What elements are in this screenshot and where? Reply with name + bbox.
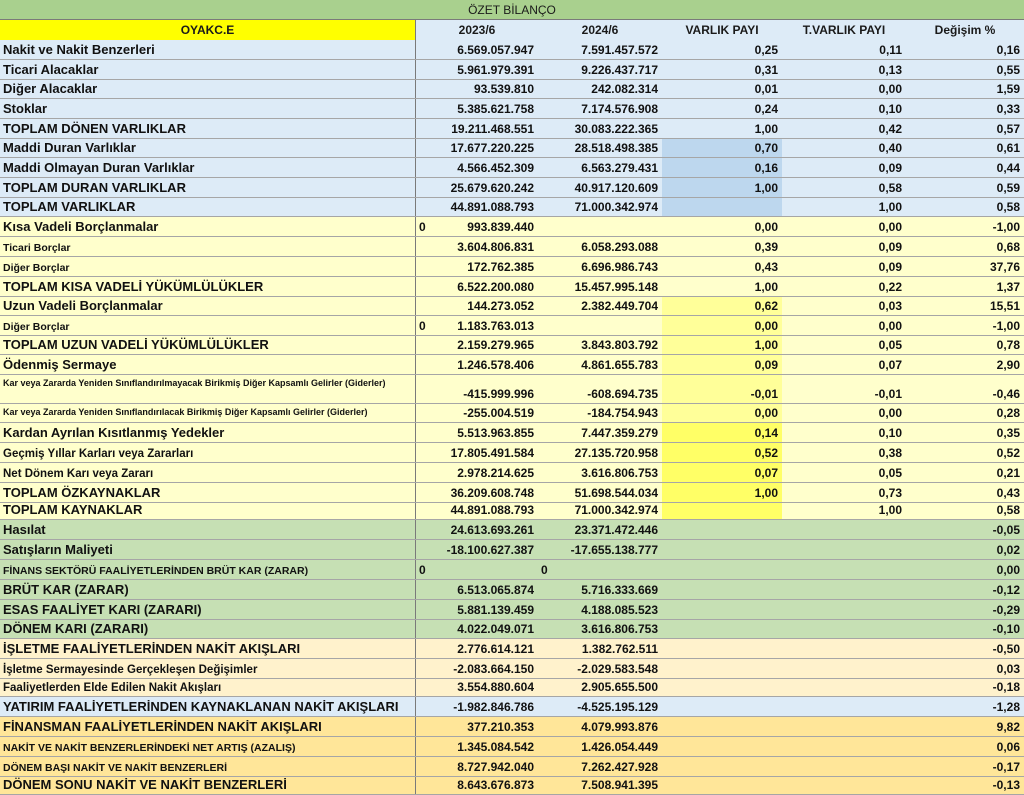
col-2023-header: 2023/6: [416, 20, 538, 40]
value-2023: 44.891.088.793: [450, 200, 534, 214]
table-row: [0, 757, 1024, 777]
value-2024: -4.525.195.129: [577, 700, 658, 714]
varlik-payi-value: 0,16: [662, 158, 782, 177]
table-row: [0, 679, 1024, 697]
table-row: [0, 540, 1024, 560]
varlik-payi-value: [662, 520, 782, 539]
varlik-payi-value: 0,07: [662, 463, 782, 482]
degisim-value: 2,90: [996, 358, 1020, 372]
row-label: Net Dönem Karı veya Zararı: [0, 463, 416, 482]
value-2024: 9.226.437.717: [581, 63, 658, 77]
tvarlik-payi-value: 0,09: [878, 240, 902, 254]
value-2024: 5.716.333.669: [581, 583, 658, 597]
tvarlik-payi-value: 0,42: [878, 122, 902, 136]
tvarlik-payi-value: 1,00: [878, 503, 902, 517]
value-2024: 4.861.655.783: [581, 358, 658, 372]
value-2023: 993.839.440: [467, 220, 534, 234]
value-2024: 7.508.941.395: [581, 778, 658, 792]
value-2023-zero: 0: [419, 220, 426, 234]
varlik-payi-value: [662, 560, 782, 579]
tvarlik-payi-value: 0,10: [878, 426, 902, 440]
varlik-payi-value: [662, 737, 782, 756]
value-2024: [538, 217, 662, 236]
col-2024-header: 2024/6: [538, 20, 662, 40]
row-label: Nakit ve Nakit Benzerleri: [0, 40, 416, 59]
value-2023: 25.679.620.242: [450, 181, 534, 195]
value-2023-zero: 0: [419, 319, 426, 333]
value-2023: 24.613.693.261: [450, 523, 534, 537]
value-2023: 144.273.052: [467, 299, 534, 313]
degisim-value: 0,68: [996, 240, 1020, 254]
value-2023: 4.566.452.309: [457, 161, 534, 175]
table-row: [0, 697, 1024, 717]
row-label: TOPLAM DURAN VARLIKLAR: [0, 178, 416, 197]
value-2023: 2.978.214.625: [457, 466, 534, 480]
value-2023: 2.159.279.965: [457, 338, 534, 352]
varlik-payi-value: 0,09: [662, 355, 782, 374]
row-label: Kar veya Zararda Yeniden Sınıflandırılacak Birikmiş Diğer Kapsamlı Gelirler (Giderler): [0, 404, 416, 422]
varlik-payi-value: 0,00: [662, 404, 782, 422]
value-2024: 4.188.085.523: [581, 603, 658, 617]
row-label: DÖNEM KARI (ZARARI): [0, 620, 416, 638]
value-2023: 172.762.385: [467, 260, 534, 274]
tvarlik-payi-value: [782, 697, 906, 716]
row-label: Stoklar: [0, 99, 416, 118]
tvarlik-payi-value: 0,73: [878, 486, 902, 500]
col-varlik-payi-header: VARLIK PAYI: [662, 20, 782, 40]
tvarlik-payi-value: [782, 717, 906, 736]
table-row: [0, 119, 1024, 139]
degisim-value: -1,00: [992, 319, 1020, 333]
value-2023: 5.513.963.855: [457, 426, 534, 440]
value-2023: 5.385.621.758: [457, 102, 534, 116]
value-2023: 1.183.763.013: [457, 319, 534, 333]
degisim-value: -0,10: [992, 622, 1020, 636]
degisim-value: 0,33: [996, 102, 1020, 116]
tvarlik-payi-value: [782, 757, 906, 776]
table-row: [0, 217, 1024, 237]
value-2023: 5.961.979.391: [457, 63, 534, 77]
row-label: Geçmiş Yıllar Karları veya Zararları: [0, 443, 416, 462]
tvarlik-payi-value: [782, 620, 906, 638]
varlik-payi-value: 1,00: [662, 483, 782, 502]
degisim-value: 0,44: [996, 161, 1020, 175]
row-label: Hasılat: [0, 520, 416, 539]
value-2024: 1.382.762.511: [581, 642, 658, 656]
degisim-value: 1,37: [996, 280, 1020, 294]
row-label: TOPLAM ÖZKAYNAKLAR: [0, 483, 416, 502]
degisim-value: 0,03: [996, 662, 1020, 676]
value-2023-zero: 0: [419, 563, 426, 577]
table-row: [0, 423, 1024, 443]
value-2024: 15.457.995.148: [574, 280, 658, 294]
value-2024: -2.029.583.548: [577, 662, 658, 676]
varlik-payi-value: [662, 639, 782, 658]
header-row: [0, 20, 1024, 40]
value-2023: -415.999.996: [463, 387, 534, 401]
varlik-payi-value: 0,39: [754, 240, 778, 254]
tvarlik-payi-value: [782, 580, 906, 599]
row-label: Maddi Olmayan Duran Varlıklar: [0, 158, 416, 177]
tvarlik-payi-value: 0,40: [878, 141, 902, 155]
table-row: [0, 297, 1024, 316]
tvarlik-payi-value: 0,00: [878, 319, 902, 333]
value-2024: 23.371.472.446: [574, 523, 658, 537]
degisim-value: -0,13: [992, 778, 1020, 792]
value-2024: 7.174.576.908: [581, 102, 658, 116]
varlik-payi-value: 0,14: [662, 423, 782, 442]
varlik-payi-value: 0,24: [754, 102, 778, 116]
row-label: Kar veya Zararda Yeniden Sınıflandırılmayacak Birikmiş Diğer Kapsamlı Gelirler (Giderler): [0, 375, 416, 403]
degisim-value: 0,55: [996, 63, 1020, 77]
value-2023: 36.209.608.748: [450, 486, 534, 500]
varlik-payi-value: [662, 679, 782, 696]
tvarlik-payi-value: 0,03: [878, 299, 902, 313]
table-row: [0, 659, 1024, 679]
tvarlik-payi-value: 0,09: [878, 260, 902, 274]
value-2024: -184.754.943: [587, 406, 658, 420]
value-2024: 3.616.806.753: [581, 622, 658, 636]
varlik-payi-value: [662, 757, 782, 776]
value-2024: 7.591.457.572: [581, 43, 658, 57]
value-2024-zero: 0: [541, 563, 548, 577]
row-label: TOPLAM UZUN VADELİ YÜKÜMLÜLÜKLER: [0, 336, 416, 354]
degisim-value: -1,00: [992, 220, 1020, 234]
varlik-payi-value: [662, 620, 782, 638]
row-label: Ticari Alacaklar: [0, 60, 416, 79]
degisim-value: -0,18: [992, 680, 1020, 694]
degisim-value: -0,05: [992, 523, 1020, 537]
row-label: Uzun Vadeli Borçlanmalar: [0, 297, 416, 315]
table-row: [0, 375, 1024, 404]
value-2023: 2.776.614.121: [457, 642, 534, 656]
value-2024: 51.698.544.034: [574, 486, 658, 500]
degisim-value: 37,76: [989, 260, 1020, 274]
varlik-payi-value: 0,70: [662, 139, 782, 157]
value-2024: 2.382.449.704: [581, 299, 658, 313]
value-2024: 71.000.342.974: [574, 503, 658, 517]
varlik-payi-value: 0,31: [754, 63, 778, 77]
varlik-payi-value: 1,00: [662, 336, 782, 354]
degisim-value: 0,16: [996, 43, 1020, 57]
tvarlik-payi-value: 0,11: [879, 43, 902, 57]
value-2023: -1.982.846.786: [453, 700, 534, 714]
ticker-header: OYAKC.E: [0, 20, 416, 40]
tvarlik-payi-value: 0,00: [878, 82, 902, 96]
varlik-payi-value: 1,00: [754, 122, 778, 136]
degisim-value: -0,46: [992, 387, 1020, 401]
table-row: [0, 483, 1024, 503]
value-2023: -2.083.664.150: [453, 662, 534, 676]
table-row: [0, 580, 1024, 600]
value-2023: 8.643.676.873: [457, 778, 534, 792]
value-2023: 17.677.220.225: [450, 141, 534, 155]
row-label: FİNANSMAN FAALİYETLERİNDEN NAKİT AKIŞLARI: [0, 717, 416, 736]
varlik-payi-value: [662, 580, 782, 599]
value-2024: 28.518.498.385: [574, 141, 658, 155]
degisim-value: 0,00: [996, 563, 1020, 577]
degisim-value: 0,43: [996, 486, 1020, 500]
varlik-payi-value: 0,52: [662, 443, 782, 462]
row-label: YATIRIM FAALİYETLERİNDEN KAYNAKLANAN NAKİT AKIŞLARI: [0, 697, 416, 716]
value-2023: 377.210.353: [467, 720, 534, 734]
value-2023: 93.539.810: [473, 82, 534, 96]
value-2024: -17.655.138.777: [570, 543, 658, 557]
varlik-payi-value: 0,43: [754, 260, 778, 274]
varlik-payi-value: 0,62: [662, 297, 782, 315]
table-row: [0, 355, 1024, 375]
value-2024: 7.447.359.279: [581, 426, 658, 440]
degisim-value: 0,06: [996, 740, 1020, 754]
varlik-payi-value: -0,01: [662, 375, 782, 403]
value-2024: 4.079.993.876: [581, 720, 658, 734]
degisim-value: 0,78: [996, 338, 1020, 352]
row-label: Maddi Duran Varlıklar: [0, 139, 416, 157]
value-2023: 6.522.200.080: [457, 280, 534, 294]
value-2023: -255.004.519: [463, 406, 534, 420]
tvarlik-payi-value: [782, 679, 906, 696]
row-label: TOPLAM KAYNAKLAR: [0, 503, 416, 519]
value-2024: 1.426.054.449: [581, 740, 658, 754]
value-2023: 8.727.942.040: [457, 760, 534, 774]
row-label: TOPLAM VARLIKLAR: [0, 198, 416, 216]
value-2024: 27.135.720.958: [574, 446, 658, 460]
value-2023: 3.604.806.831: [457, 240, 534, 254]
row-label: Diğer Alacaklar: [0, 80, 416, 98]
table-row: [0, 520, 1024, 540]
table-row: [0, 198, 1024, 217]
table-row: [0, 777, 1024, 795]
degisim-value: 0,58: [996, 200, 1020, 214]
tvarlik-payi-value: [782, 520, 906, 539]
degisim-value: 0,35: [996, 426, 1020, 440]
value-2024: -608.694.735: [587, 387, 658, 401]
row-label: TOPLAM KISA VADELİ YÜKÜMLÜLÜKLER: [0, 277, 416, 296]
row-label: TOPLAM DÖNEN VARLIKLAR: [0, 119, 416, 138]
row-label: Satışların Maliyeti: [0, 540, 416, 559]
row-label: BRÜT KAR (ZARAR): [0, 580, 416, 599]
varlik-payi-value: [662, 540, 782, 559]
row-label: Kısa Vadeli Borçlanmalar: [0, 217, 416, 236]
table-row: [0, 560, 1024, 580]
value-2023: 1.246.578.406: [457, 358, 534, 372]
tvarlik-payi-value: [782, 540, 906, 559]
tvarlik-payi-value: [782, 560, 906, 579]
tvarlik-payi-value: 0,09: [878, 161, 902, 175]
varlik-payi-value: [662, 717, 782, 736]
col-tvarlik-payi-header: T.VARLIK PAYI: [782, 20, 906, 40]
row-label: Ticari Borçlar: [0, 237, 416, 256]
table-row: [0, 600, 1024, 620]
table-row: [0, 80, 1024, 99]
value-2024: 40.917.120.609: [574, 181, 658, 195]
tvarlik-payi-value: 0,05: [878, 466, 902, 480]
varlik-payi-value: 1,00: [754, 280, 778, 294]
table-row: [0, 178, 1024, 198]
value-2024: 242.082.314: [591, 82, 658, 96]
degisim-value: 0,59: [996, 181, 1020, 195]
degisim-value: 0,52: [996, 446, 1020, 460]
value-2024: 6.563.279.431: [581, 161, 658, 175]
varlik-payi-value: [662, 659, 782, 678]
table-row: [0, 40, 1024, 60]
table-row: [0, 404, 1024, 423]
table-row: [0, 463, 1024, 483]
table-row: [0, 237, 1024, 257]
table-row: [0, 737, 1024, 757]
row-label: NAKİT VE NAKİT BENZERLERİNDEKİ NET ARTIŞ (AZALIŞ): [0, 737, 416, 756]
degisim-value: 0,28: [996, 406, 1020, 420]
degisim-value: 0,21: [996, 466, 1020, 480]
varlik-payi-value: [662, 600, 782, 619]
value-2023: -18.100.627.387: [446, 543, 534, 557]
value-2024: [538, 316, 662, 335]
table-row: [0, 60, 1024, 80]
value-2024: 71.000.342.974: [574, 200, 658, 214]
degisim-value: -0,29: [992, 603, 1020, 617]
row-label: Diğer Borçlar: [0, 257, 416, 276]
degisim-value: -1,28: [992, 700, 1020, 714]
table-row: [0, 639, 1024, 659]
degisim-value: 0,61: [996, 141, 1020, 155]
row-label: Faaliyetlerden Elde Edilen Nakit Akışları: [0, 679, 416, 696]
value-2023: 6.513.065.874: [457, 583, 534, 597]
tvarlik-payi-value: 0,05: [878, 338, 902, 352]
tvarlik-payi-value: [782, 639, 906, 658]
varlik-payi-value: 0,01: [754, 82, 778, 96]
tvarlik-payi-value: [782, 777, 906, 794]
value-2023: 4.022.049.071: [457, 622, 534, 636]
table-row: [0, 99, 1024, 119]
tvarlik-payi-value: 0,13: [878, 63, 902, 77]
sheet-title: ÖZET BİLANÇO: [0, 0, 1024, 20]
tvarlik-payi-value: -0,01: [874, 387, 902, 401]
tvarlik-payi-value: [782, 659, 906, 678]
table-row: [0, 503, 1024, 520]
degisim-value: 0,57: [996, 122, 1020, 136]
varlik-payi-value: [662, 697, 782, 716]
table-row: [0, 717, 1024, 737]
table-row: [0, 139, 1024, 158]
value-2024: 3.616.806.753: [581, 466, 658, 480]
degisim-value: -0,12: [992, 583, 1020, 597]
varlik-payi-value: [662, 198, 782, 216]
tvarlik-payi-value: [782, 600, 906, 619]
value-2023: 44.891.088.793: [450, 503, 534, 517]
row-label: Kardan Ayrılan Kısıtlanmış Yedekler: [0, 423, 416, 442]
varlik-payi-value: [662, 777, 782, 794]
varlik-payi-value: 0,00: [754, 220, 778, 234]
table-row: [0, 336, 1024, 355]
value-2024: 6.058.293.088: [581, 240, 658, 254]
row-label: ESAS FAALİYET KARI (ZARARI): [0, 600, 416, 619]
value-2024: 6.696.986.743: [581, 260, 658, 274]
table-row: [0, 620, 1024, 639]
degisim-value: -0,50: [992, 642, 1020, 656]
varlik-payi-value: [662, 503, 782, 519]
table-row: [0, 158, 1024, 178]
varlik-payi-value: 1,00: [662, 178, 782, 197]
row-label: DÖNEM BAŞI NAKİT VE NAKİT BENZERLERİ: [0, 757, 416, 776]
tvarlik-payi-value: 0,07: [878, 358, 902, 372]
value-2023: 5.881.139.459: [457, 603, 534, 617]
degisim-value: 0,02: [996, 543, 1020, 557]
tvarlik-payi-value: 0,00: [878, 406, 902, 420]
value-2023: 17.805.491.584: [450, 446, 534, 460]
value-2023: 6.569.057.947: [457, 43, 534, 57]
row-label: İşletme Sermayesinde Gerçekleşen Değişimler: [0, 659, 416, 678]
value-2023: 19.211.468.551: [451, 122, 534, 136]
tvarlik-payi-value: 0,22: [878, 280, 902, 294]
table-row: [0, 257, 1024, 277]
row-label: İŞLETME FAALİYETLERİNDEN NAKİT AKIŞLARI: [0, 639, 416, 658]
value-2023: 1.345.084.542: [457, 740, 534, 754]
table-row: [0, 443, 1024, 463]
value-2024: 3.843.803.792: [581, 338, 658, 352]
row-label: Diğer Borçlar: [0, 316, 416, 335]
tvarlik-payi-value: 0,00: [878, 220, 902, 234]
varlik-payi-value: 0,25: [754, 43, 778, 57]
table-row: [0, 316, 1024, 336]
degisim-value: 1,59: [996, 82, 1020, 96]
varlik-payi-value: 0,00: [662, 316, 782, 335]
row-label: FİNANS SEKTÖRÜ FAALİYETLERİNDEN BRÜT KAR (ZARAR): [0, 560, 416, 579]
degisim-value: 9,82: [996, 720, 1020, 734]
tvarlik-payi-value: 0,38: [878, 446, 902, 460]
tvarlik-payi-value: 1,00: [878, 200, 902, 214]
degisim-value: -0,17: [992, 760, 1020, 774]
value-2024: 30.083.222.365: [574, 122, 658, 136]
value-2023: 3.554.880.604: [457, 680, 534, 694]
col-degisim-header: Değişim %: [906, 20, 1024, 40]
tvarlik-payi-value: 0,58: [878, 181, 902, 195]
tvarlik-payi-value: [782, 737, 906, 756]
row-label: Ödenmiş Sermaye: [0, 355, 416, 374]
value-2024: 7.262.427.928: [581, 760, 658, 774]
degisim-value: 15,51: [989, 299, 1020, 313]
row-label: DÖNEM SONU NAKİT VE NAKİT BENZERLERİ: [0, 777, 416, 794]
degisim-value: 0,58: [996, 503, 1020, 517]
tvarlik-payi-value: 0,10: [878, 102, 902, 116]
value-2024: 2.905.655.500: [581, 680, 658, 694]
table-row: [0, 277, 1024, 297]
